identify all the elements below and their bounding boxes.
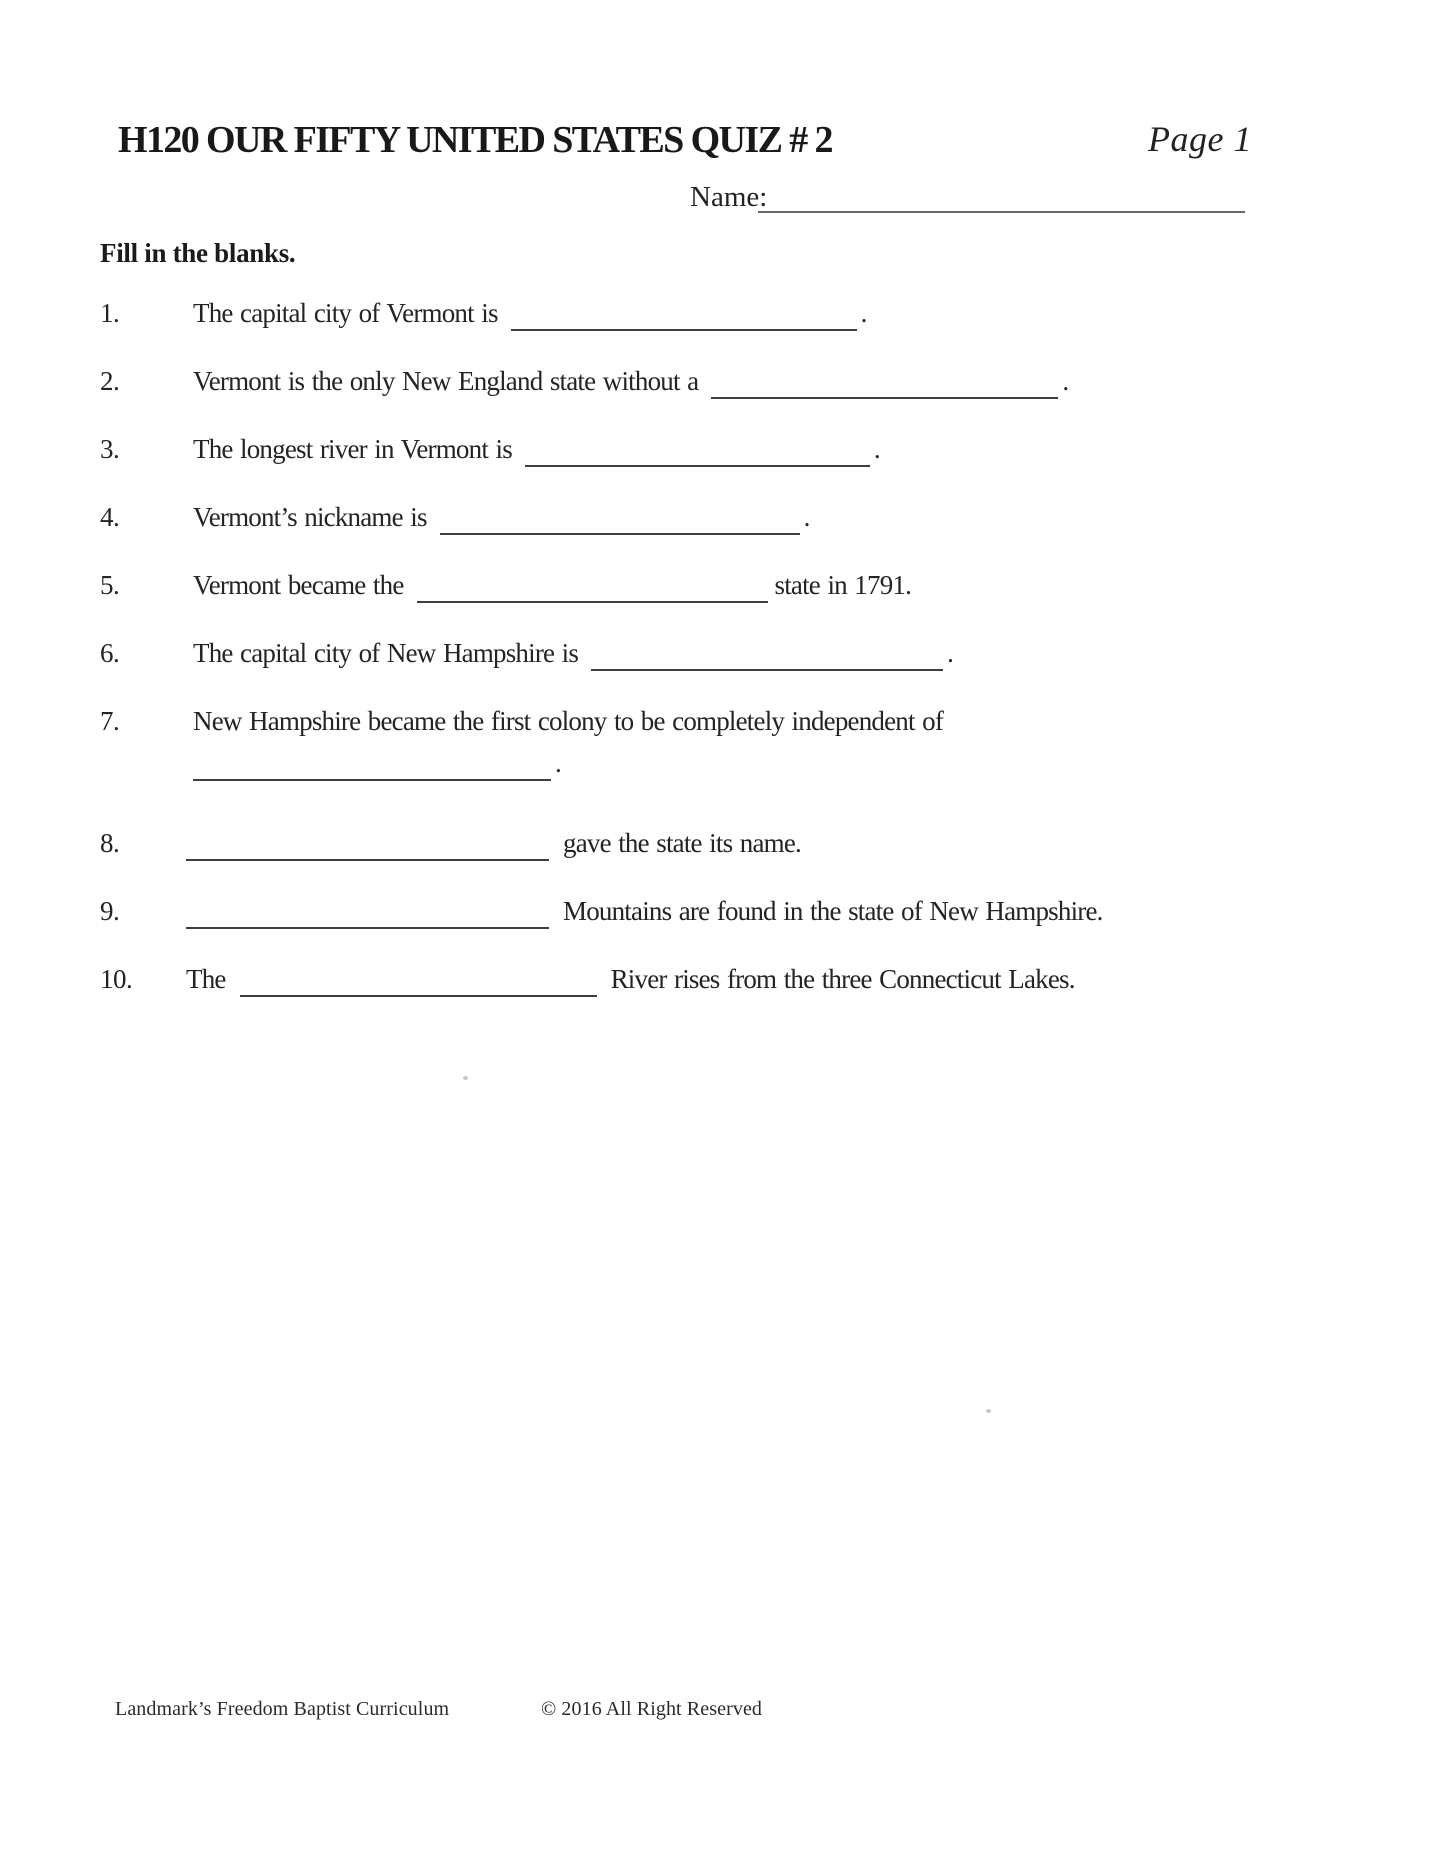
question-text [193,706,1425,737]
answer-blank-7[interactable] [193,749,551,781]
name-label: Name: [690,181,768,213]
question-post-text: . [803,502,810,532]
question-number: 10. [100,964,133,994]
question-text [193,502,1425,535]
question-row-10 [0,964,1445,1006]
question-row-2 [0,366,1445,408]
question-number: 2. [100,366,120,396]
question-post-text: . [873,434,880,464]
answer-blank-8[interactable] [186,829,549,861]
answer-blank-9[interactable] [186,897,549,929]
answer-blank-10[interactable] [240,965,597,997]
question-number: 9. [100,896,120,926]
question-number: 5. [100,570,120,600]
question-row-5 [0,570,1445,612]
question-number: 8. [100,828,120,858]
name-input-line[interactable] [758,211,1245,213]
question-post-text: gave the state its name. [563,828,801,858]
question-text [186,828,1425,861]
question-row-3 [0,434,1445,476]
answer-blank-5[interactable] [417,571,768,603]
question-pre-text: New Hampshire became the first colony to be completely independent of [193,706,944,736]
question-pre-text: Vermont became the [193,570,404,600]
question-text [193,366,1425,399]
question-text [193,298,1425,331]
question-post-text: . [555,748,561,778]
question-text [193,570,1425,603]
question-post-text: . [860,298,867,328]
question-pre-text: Vermont is the only New England state without a [193,366,699,396]
question-text [186,896,1425,929]
page-number-label: Page 1 [1148,119,1252,159]
question-post-text: . [1062,366,1069,396]
answer-blank-1[interactable] [511,299,857,331]
question-row-1 [0,298,1445,340]
answer-blank-3[interactable] [525,435,870,467]
question-pre-text: The capital city of New Hampshire is [193,638,579,668]
answer-blank-4[interactable] [440,503,800,535]
question-row-4 [0,502,1445,544]
question-post-text: River rises from the three Connecticut Lakes. [610,964,1075,994]
footer-copyright: © 2016 All Right Reserved [541,1698,763,1720]
page-title: H120 OUR FIFTY UNITED STATES QUIZ # 2 [118,119,832,161]
question-number: 3. [100,434,120,464]
question-post-text: state in 1791. [774,570,912,600]
answer-blank-2[interactable] [711,367,1058,399]
footer-publisher: Landmark’s Freedom Baptist Curriculum [115,1698,450,1720]
question-row-8 [0,828,1445,870]
question-pre-text: Vermont’s nickname is [193,502,427,532]
question-number: 4. [100,502,120,532]
question-row-7 [0,706,1445,748]
question-number: 6. [100,638,120,668]
question-text [193,638,1425,671]
scan-speck [986,1409,991,1413]
question-pre-text: The capital city of Vermont is [193,298,498,328]
question-number: 1. [100,298,120,328]
scan-speck [463,1076,468,1080]
question-text [193,434,1425,467]
question-post-text: . [947,638,954,668]
question-post-text: Mountains are found in the state of New Hampshire. [563,896,1103,926]
question-text [186,964,1425,997]
question-number: 7. [100,706,120,736]
question-row-9 [0,896,1445,938]
question-pre-text: The [186,964,226,994]
question-row-7-line2 [0,748,1445,790]
answer-blank-6[interactable] [591,639,943,671]
question-text [193,748,1425,781]
instructions-heading: Fill in the blanks. [100,238,296,268]
question-pre-text: The longest river in Vermont is [193,434,512,464]
question-row-6 [0,638,1445,680]
